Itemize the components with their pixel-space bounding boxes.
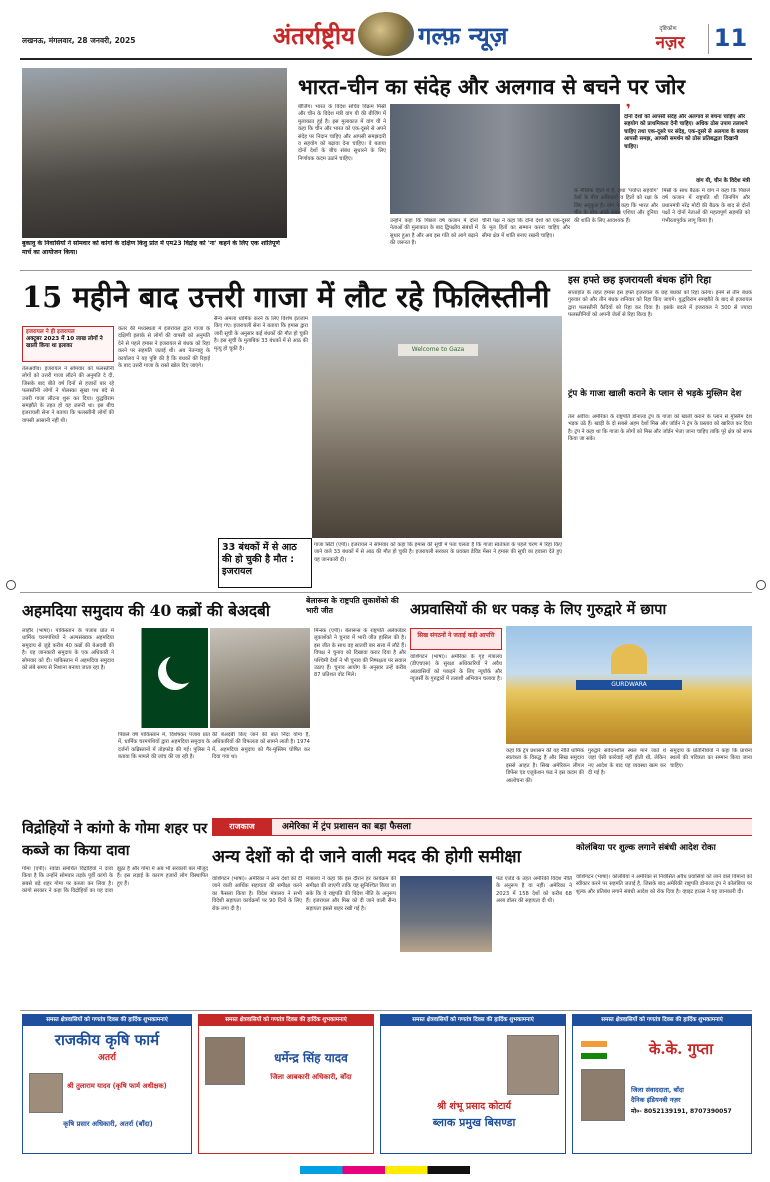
india-china-body-5: मिस्री के साथ बैठक में वांग ने कहा कि पिछले वर्ष कजान में राष्ट्रपति शी जिनपिंग और प्रधानमंत्री नरेंद्र मोदी की बैठक के बाद से दोनों पक्षों ने दोनों नेताओं की महत्वपूर्ण सहमति को गंभीरतापूर्वक लागू किया है। bbox=[662, 188, 750, 224]
ad-2-header: समस्त क्षेत्रवासियों को गणतंत्र दिवस की हार्दिक शुभकामनाएं bbox=[199, 1015, 373, 1026]
welcome-gaza-banner: Welcome to Gaza bbox=[398, 344, 478, 356]
ahmadiya-headline: अहमदिया समुदाय की 40 कब्रों की बेअदबी bbox=[22, 601, 270, 620]
ad-kk-gupta bbox=[572, 1014, 752, 1154]
gaza-rule bbox=[20, 270, 752, 271]
belarus-body: मिन्स्क (एपी)। बेलारूस के राष्ट्रपति अलेक्जेंडर लुकाशेंको ने चुनाव में भारी जीत हासिल की है। इस जीत के साथ वह सातवीं बार सत्ता में लौटे हैं। विपक्ष ने चुनाव को दिखावा करार दिया है और पश्चिमी देशों ने भी चुनाव की निष्पक्षता पर सवाल उठाए हैं। चुनाव आयोग के अनुसार उन्हें करीब 87 प्रतिशत वोट मिले। bbox=[314, 628, 406, 679]
india-china-body-4: के मौलिक हितों में है, तथा 'पर्याप्त सहयोग' देशों के बीच अधिकारों व हितों को रक्षा के लिए अनुकूल है। वांग ने कहा कि भारत और चीन के बीच अच्छे संबंध एशिया और दुनिया की शांति के लिए आवश्यक हैं। bbox=[574, 188, 658, 224]
ad-3-role: ब्लाक प्रमुख बिसण्डा bbox=[432, 1116, 516, 1129]
ad-krishi-farm bbox=[22, 1014, 192, 1154]
ad-3-person-photo bbox=[507, 1035, 559, 1095]
ad-1-person-photo bbox=[29, 1073, 63, 1113]
gurdwara-dome-icon bbox=[611, 644, 647, 674]
colombia-body: वाशिंगटन (भाषा)। कोलंबिया ने अमेरिका से निर्वासित अवैध प्रवासियों को लाने वाले विमानों को स्वीकार करने पर सहमति जताई है, जिसके बाद अमेरिकी राष्ट्रपति डोनाल्ड ट्रंप ने कोलंबिया पर शुल्क और प्रतिबंध लगाने संबंधी आदेश को रोक दिया है। व्हाइट हाउस ने यह जानकारी दी। bbox=[576, 874, 752, 895]
gaza-headline: 15 महीने बाद उत्तरी गाजा में लौट रहे फिलिस्तीनी bbox=[22, 280, 550, 314]
ad-4-person-photo bbox=[581, 1069, 625, 1121]
paper-logo: नज़र bbox=[655, 33, 685, 52]
rajkaj-strip bbox=[212, 818, 752, 836]
colombia-headline: कोलंबिया पर शुल्क लगाने संबंधी आदेश रोका bbox=[576, 843, 716, 853]
page-number: 11 bbox=[708, 24, 752, 54]
aid-review-body-1: वाशिंगटन (भाषा)। अमेरिका ने अन्य देशों को दी जाने वाली आर्थिक सहायता की समीक्षा करने का फैसला किया है। विदेश मंत्रालय ने सभी विदेशी सहायता कार्यक्रमों पर 90 दिनों के लिए रोक लगा दी है। bbox=[212, 876, 302, 912]
ahmadiya-body-1: लाहौर (भाषा)। पाकिस्तान के पंजाब प्रांत में धार्मिक चरमपंथियों ने अल्पसंख्यक अहमदिया समुदाय से जुड़े करीब 40 कब्रों की बेअदबी की है। यह जानकारी समुदाय के एक अधिकारी ने सोमवार को दी। पाकिस्तान में अहमदिया समुदाय को लंबे समय से निशाना बनाया जाता रहा है। bbox=[22, 628, 114, 672]
gaza-pullquote-text: 33 बंधकों में से आठ की हो चुकी है मौत : इजरायल bbox=[222, 542, 297, 577]
globe-icon bbox=[358, 12, 414, 56]
congo-headline: विद्रोहियों ने कांगो के गोमा शहर पर कब्जे का किया दावा bbox=[22, 820, 208, 859]
pakistan-flag-photo bbox=[118, 628, 208, 728]
ad-4-role: जिला संवाददाता, बाँदा bbox=[631, 1086, 684, 1094]
gurdwara-banner: GURDWARA bbox=[576, 680, 682, 690]
ad-1-place: अतर्रा bbox=[97, 1053, 117, 1063]
belarus-headline: बेलारूस के राष्ट्रपति लुकाशेंको की भारी जीत bbox=[306, 596, 399, 615]
ad-2-role: जिला आबकारी अधिकारी, बाँदा bbox=[270, 1073, 352, 1081]
gurdwara-body-4: समुदाय के प्रतिनिधियों ने कहा कि प्रार्थना स्थलों की पवित्रता का सम्मान किया जाना चाहिए। bbox=[670, 748, 752, 769]
masthead bbox=[0, 0, 770, 66]
ad-4-role2: दैनिक इंडियनबी नज़र bbox=[631, 1096, 681, 1104]
ad-1-role: कृषि प्रसार अधिकारी, अतर्रा (बाँदा) bbox=[63, 1120, 153, 1128]
india-china-body-2: उन्होंने कहा कि पिछले वर्ष कजान में दोनों नेताओं की मुलाकात के बाद द्विपक्षीय संबंधों में सुधार हुआ है और अब इस गति को आगे बढ़ाने की जरूरत है। bbox=[390, 218, 478, 247]
quote-attribution: वांग यी, चीन के विदेश मंत्री bbox=[696, 178, 750, 184]
gurdwara-photo bbox=[506, 626, 752, 744]
ahmadiya-body-2: पिछले वर्ष पाकिस्तान में, विशेषकर पंजाब प्रांत में, धार्मिक चरमपंथियों द्वारा अहमदिया समुदाय के दर्जनों कब्रिस्तानों में तोड़फोड़ की गई। पुलिस ने बताया कि मामले की जांच की जा रही है। bbox=[118, 732, 210, 761]
congo-march-photo bbox=[22, 68, 287, 238]
ad-2-person-photo bbox=[205, 1037, 245, 1085]
ad-1-name: राजकीय कृषि फार्म bbox=[54, 1031, 160, 1049]
rajkaj-label: राजकाज bbox=[212, 819, 272, 835]
congo-body: गोमा (एपी)। रवांडा समर्थित विद्रोहियों ने दावा किया है कि उन्होंने सोमवार तड़के पूर्वी कांगो के सबसे बड़े शहर गोमा पर कब्जा कर लिया है। कांगो सरकार ने कहा कि विद्रोहियों का यह दावा झूठा है और गोमा में अब भी सरकारी बल मौजूद हैं। इस लड़ाई के कारण हजारों लोग विस्थापित हुए हैं। bbox=[22, 866, 208, 895]
gurdwara-body-3: गुरुद्वारे संवेदनशील स्थल माने जाते थे जहां ऐसी कार्रवाई नहीं होती थी, लेकिन नए आदेश के बाद यह व्यवस्था खत्म कर दी गई है। bbox=[588, 748, 666, 777]
aid-review-body-3: फंड एजेंडे के तहत अमेरिकी विदेश नीति के अनुरूप है या नहीं। अमेरिका ने 2023 में 158 देशों को करीब 68 अरब डॉलर की सहायता दी थी। bbox=[496, 876, 572, 905]
gaza-kicker-2: अक्टूबर 2023 में 10 लाख लोगों ने खाली किया था इलाका bbox=[26, 336, 103, 349]
gurdwara-headline: अप्रवासियों की धर पकड़ के लिए गुरुद्वारे में छापा bbox=[410, 601, 667, 618]
gurdwara-body-1: वाशिंगटन (भाषा)। अमेरिका के गृह मंत्रालय (डीएचएस) के सुरक्षा अधिकारियों ने अवैध अप्रवासियों को पकड़ने के लिए न्यूयॉर्क और न्यूजर्सी के गुरुद्वारों में तलाशी अभियान चलाया है। bbox=[410, 654, 502, 683]
ad-2-name: धर्मेन्द्र सिंह यादव bbox=[274, 1051, 348, 1065]
trump-gaza-subhead: ट्रंप के गाजा खाली कराने के प्लान से भड़के मुस्लिम देश bbox=[568, 389, 742, 399]
quote-mark-icon: ❜ bbox=[626, 102, 631, 114]
crescent-mask bbox=[166, 652, 198, 684]
ads-rule bbox=[20, 1010, 752, 1011]
ad-1-person: श्री तुलाराम यादव (कृषि फार्म अधीक्षक) bbox=[67, 1082, 167, 1090]
registration-mark-icon bbox=[756, 580, 766, 590]
gurdwara-tag: सिख संगठनों ने जताई कड़ी आपत्ति bbox=[410, 628, 502, 650]
ad-1-header: समस्त क्षेत्रवासियों को गणतंत्र दिवस की हार्दिक शुभकामनाएं bbox=[23, 1015, 191, 1026]
hostage-headline: इस हफ्ते छह इजरायली बंधक होंगे रिहा bbox=[568, 275, 712, 286]
dateline: लखनऊ, मंगलवार, 28 जनवरी, 2025 bbox=[22, 36, 136, 45]
ad-3-header: समस्त क्षेत्रवासियों को गणतंत्र दिवस की हार्दिक शुभकामनाएं bbox=[381, 1015, 565, 1026]
india-china-quote: दोनों देशों को आपसी संदेह और अलगाव से बचना चाहिए और सहयोग को प्राथमिकता देनी चाहिए। अधिक ठोस उपाय तलाशने चाहिए तथा एक-दूसरे पर संदेह, एक-दूसरे से अलगाव के बजाय आपसी समझ, आपसी समर्थन को ठोस प्रतिबद्धता दिखानी चाहिए। bbox=[624, 114, 749, 150]
registration-mark-icon bbox=[6, 580, 16, 590]
trump-gaza-body: तेल अवीव। अमेरिका के राष्ट्रपति डोनाल्ड ट्रंप के गाजा को खाली कराने के प्लान से मुस्लिम देश भड़क उठे हैं। खाड़ी के दो सबसे अहम देशों मिस्र और जॉर्डन ने ट्रंप के प्रस्ताव को खारिज कर दिया है। ट्रंप ने कहा था कि गाजा के लोगों को मिस्र और जॉर्डन भेजा जाना चाहिए ताकि पूरे क्षेत्र को साफ किया जा सके। bbox=[568, 414, 752, 443]
ad-4-header: समस्त क्षेत्रवासियों को गणतंत्र दिवस की हार्दिक शुभकामनाएं bbox=[573, 1015, 751, 1026]
color-bar bbox=[300, 1166, 470, 1174]
gaza-kicker-1: इजरायल ने ही इजरायल bbox=[26, 329, 75, 335]
ad-3-name: श्री शंभू प्रसाद कोटार्य bbox=[436, 1101, 512, 1112]
gaza-body-2: कतर की मध्यस्थता में इजरायल द्वारा गाजा के दक्षिणी इलाके से लोगों की वापसी को अनुमति देने से पहले हमास ने इजरायल से बंधक को रिहा करने पर सहमति जताई थी। अब नेतन्याहू के कार्यालय ने यह पुष्टि की है कि बंधकों की रिहाई के बाद उत्तरी गाजा के रास्ते खोल दिए जाएंगे। bbox=[118, 326, 210, 370]
rajkaj-title: अमेरिका में ट्रंप प्रशासन का बड़ा फैसला bbox=[282, 822, 411, 832]
gaza-return-photo bbox=[312, 316, 562, 538]
aid-review-body-2: मंत्रालय ने कहा कि इस दौरान हर कार्यक्रम की समीक्षा की जाएगी ताकि यह सुनिश्चित किया जा सके कि वे राष्ट्रपति की विदेश नीति के अनुरूप हैं। इजरायल और मिस्र को दी जाने वाली सैन्य सहायता इससे बाहर रखी गई है। bbox=[306, 876, 396, 912]
gaza-body-3: सैन्य अमला धार्मिक करने के लिए विशेष इंतजाम किए गए। इजरायली सेना ने बताया कि हमास द्वारा जारी सूची के अनुसार कई बंधकों की मौत हो चुकी है। इस सूची के मुताबिक 33 बंधकों में से आठ की मृत्यु हो चुकी है। bbox=[214, 316, 308, 352]
gurdwara-body-2: कहा कि ट्रंप प्रशासन की यह नीति धार्मिक स्वतंत्रता के विरुद्ध है और सिख समुदाय इससे आहत है। सिख अमेरिकन लीगल डिफेंस एंड एजुकेशन फंड ने इस कदम की आलोचना की। bbox=[506, 748, 584, 784]
ad-shambhu bbox=[380, 1014, 566, 1154]
graves-photo bbox=[210, 628, 310, 728]
trump-signing-photo bbox=[400, 876, 492, 952]
gaza-photo-caption: गाजा सिटी (एपी)। इजरायल ने सोमवार को कहा कि हमास की सूची में पता चलता है कि गाजा स्वतंत्रता के पहले चरण में रिहा किए जाने वाले 33 बंधकों में से आठ की मौत हो चुकी है। इजरायली सरकार के प्रवक्ता डेविड मेंसर ने हमास की सूची का हवाला देते हुए यह जानकारी दी। bbox=[314, 542, 562, 563]
ahmadiya-body-3: की बेअदबी किए जाने की बात निंदा योग्य है, अधिकारियों की विफलता को सामने लाती है। 1974 में, अहमदिया समुदाय को गैर-मुस्लिम घोषित कर दिया गया था। bbox=[212, 732, 310, 761]
congo-photo-caption: बुकावु के निवासियों ने सोमवार को कांगो के दक्षिण किवु प्रांत में एम23 विद्रोह को 'ना' कहने के लिए एक शांतिपूर्ण मार्च का आयोजन किया। bbox=[22, 240, 280, 256]
gaza-pullquote bbox=[218, 538, 312, 588]
ad-4-phone: मो०- 8052139191, 8707390057 bbox=[631, 1108, 732, 1115]
gaza-kicker-box bbox=[22, 326, 114, 362]
paper-logo-small: दृष्टिकोण bbox=[659, 26, 677, 32]
ad-4-name: के.के. गुप्ता bbox=[648, 1040, 714, 1058]
ad-dharmendra bbox=[198, 1014, 374, 1154]
gaza-body-1: तेलअवीव। इजरायल ने सोमवार को फलस्तीनी लोगों को उत्तरी गाजा लौटने की अनुमति दे दी, जिसके बाद बीते वर्ष दिनों से हजारों बार रहे फलस्तीनी लोगों ने पोलस्का सूखा पथ बंदे से उत्तरी गाजा लौटना शुरू कर दिया। युद्धविराम समझौते के तहत हो यह जरूरी था। इस बीच इजरायली सेना ने बताया कि फलस्तीनी लोगों की वापसी आसानी नहीं थी। bbox=[22, 366, 114, 424]
hostage-body: सप्ताहांत के तहत हमास इस हफ्ते इजरायल के छह बंधकों को रिहा करेगा। इनमें से तीन बंधक गुरुवार को और तीन बंधक शनिवार को रिहा किए जाएंगे। युद्धविराम समझौते के बाद से इजरायल द्वारा फलस्तीनी कैदियों को रिहा कर दिया है। इसके बदले में इजरायल ने 300 से ज्यादा फलस्तीनियों को अपनी जेलों से रिहा किया है। bbox=[568, 290, 752, 319]
india-china-headline: भारत-चीन का संदेह और अलगाव से बचने पर जोर bbox=[298, 74, 686, 99]
ad-4-flag-icon bbox=[581, 1041, 607, 1059]
aid-review-headline: अन्य देशों को दी जाने वाली मदद की होगी समीक्षा bbox=[212, 847, 521, 867]
section-title-right: गल्फ़ न्यूज़ bbox=[418, 21, 508, 50]
section-rule-2 bbox=[20, 592, 752, 593]
masthead-rule bbox=[20, 58, 752, 60]
section-title-left: अंतर्राष्ट्रीय bbox=[272, 21, 355, 50]
india-china-body-1: बीजिंग। भारत के विदेश सचिव विक्रम मिस्री और चीन के विदेश मंत्री वांग यी की बीजिंग में मुलाकात हुई है। इस मुलाकात में वांग यी ने कहा कि चीन और भारत को एक-दूसरे से अपने संदेह पर निदान चाहिए और आपसी समझदारी व सहयोग को बढ़ावा देना चाहिए। वे बताया दोनों देशों के बीच संबंध सुधारने के लिए निर्णायक कदम उठाने चाहिए। bbox=[298, 104, 386, 162]
india-china-body-3: चीनी पक्ष ने कहा कि दोनों देशों को एक-दूसरे के मूल हितों का सम्मान करना चाहिए और सीमा क्षेत्र में शांति बनाए रखनी चाहिए। bbox=[482, 218, 570, 239]
